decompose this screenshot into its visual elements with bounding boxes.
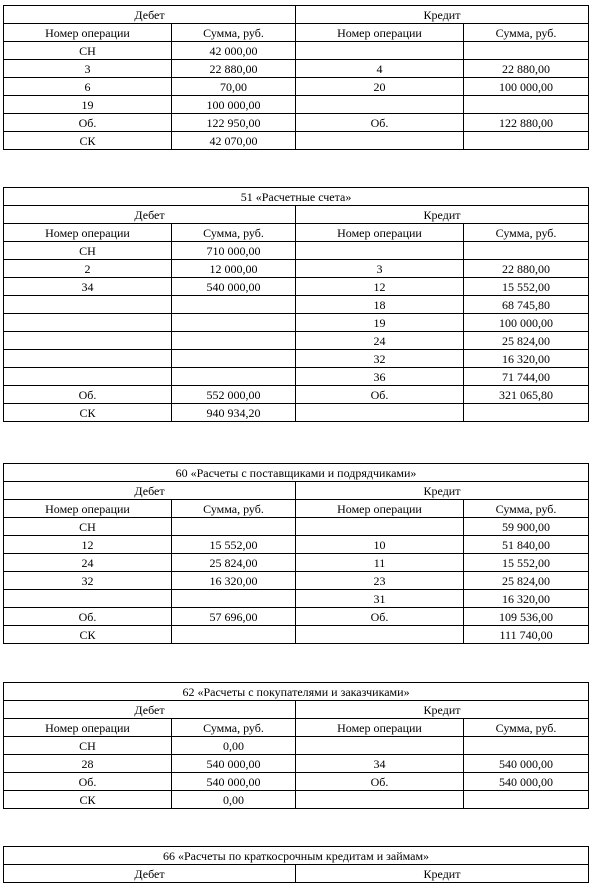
table-row	[4, 278, 589, 296]
credit-amount-cell	[464, 791, 589, 809]
debit-amount-cell: 25 824,00	[172, 554, 296, 572]
side-header-row	[4, 482, 589, 500]
table-row	[4, 737, 589, 755]
title-row	[4, 847, 589, 865]
credit-op-cell: 12	[296, 278, 464, 296]
credit-op-cell	[296, 737, 464, 755]
credit-op-cell	[296, 626, 464, 644]
credit-op-header: Номер операции	[296, 719, 464, 737]
debit-amount-cell: 0,00	[172, 737, 296, 755]
account-table-body	[4, 847, 589, 883]
side-header-row	[4, 206, 589, 224]
credit-op-cell	[296, 132, 464, 150]
table-row	[4, 314, 589, 332]
debit-amount-cell: 12 000,00	[172, 260, 296, 278]
debit-amount-header: Сумма, руб.	[172, 719, 296, 737]
credit-op-cell: 31	[296, 590, 464, 608]
debit-amount-header: Сумма, руб.	[172, 24, 296, 42]
credit-amount-cell: 100 000,00	[464, 314, 589, 332]
side-header-row	[4, 865, 589, 883]
debit-amount-cell: 0,00	[172, 791, 296, 809]
debit-header: Дебет	[4, 206, 296, 224]
credit-op-header: Номер операции	[296, 500, 464, 518]
debit-op-cell: СК	[4, 791, 172, 809]
credit-amount-cell: 59 900,00	[464, 518, 589, 536]
account-table-body	[4, 464, 589, 644]
credit-amount-cell: 16 320,00	[464, 590, 589, 608]
credit-op-cell	[296, 518, 464, 536]
title-row	[4, 683, 589, 701]
table-row	[4, 608, 589, 626]
table-row	[4, 296, 589, 314]
debit-op-header: Номер операции	[4, 500, 172, 518]
debit-op-cell: СК	[4, 626, 172, 644]
debit-amount-header: Сумма, руб.	[172, 500, 296, 518]
table-row	[4, 536, 589, 554]
credit-amount-cell: 25 824,00	[464, 572, 589, 590]
table-row	[4, 368, 589, 386]
debit-amount-cell: 710 000,00	[172, 242, 296, 260]
credit-amount-cell: 16 320,00	[464, 350, 589, 368]
table-row	[4, 260, 589, 278]
debit-amount-cell	[172, 590, 296, 608]
credit-amount-cell: 540 000,00	[464, 755, 589, 773]
debit-amount-cell: 42 000,00	[172, 42, 296, 60]
credit-amount-cell: 22 880,00	[464, 60, 589, 78]
table-row	[4, 332, 589, 350]
account-table-62	[3, 682, 589, 809]
debit-op-cell: СН	[4, 242, 172, 260]
debit-op-cell: 32	[4, 572, 172, 590]
credit-amount-cell: 15 552,00	[464, 278, 589, 296]
credit-op-cell: Об.	[296, 114, 464, 132]
debit-op-cell: СН	[4, 42, 172, 60]
debit-op-cell: 12	[4, 536, 172, 554]
table-row	[4, 404, 589, 422]
credit-amount-cell: 25 824,00	[464, 332, 589, 350]
debit-op-cell: СН	[4, 737, 172, 755]
debit-op-cell: СК	[4, 404, 172, 422]
account-table-60	[3, 463, 589, 644]
credit-amount-header: Сумма, руб.	[464, 500, 589, 518]
account-title: 62 «Расчеты с покупателями и заказчиками»	[4, 683, 589, 701]
credit-op-cell: 20	[296, 78, 464, 96]
debit-amount-cell: 16 320,00	[172, 572, 296, 590]
debit-op-cell	[4, 590, 172, 608]
debit-amount-cell	[172, 350, 296, 368]
debit-op-header: Номер операции	[4, 224, 172, 242]
table-row	[4, 96, 589, 114]
debit-op-cell: СК	[4, 132, 172, 150]
credit-op-cell: 32	[296, 350, 464, 368]
credit-op-cell: 23	[296, 572, 464, 590]
credit-op-cell: Об.	[296, 773, 464, 791]
debit-amount-cell: 100 000,00	[172, 96, 296, 114]
credit-op-cell	[296, 42, 464, 60]
debit-op-cell: Об.	[4, 114, 172, 132]
table-row	[4, 386, 589, 404]
debit-amount-cell	[172, 314, 296, 332]
debit-op-cell	[4, 296, 172, 314]
debit-op-cell: Об.	[4, 608, 172, 626]
debit-op-cell: 3	[4, 60, 172, 78]
credit-amount-cell: 22 880,00	[464, 260, 589, 278]
debit-amount-cell	[172, 518, 296, 536]
debit-op-cell	[4, 350, 172, 368]
debit-amount-cell	[172, 296, 296, 314]
debit-op-cell: Об.	[4, 773, 172, 791]
table-row	[4, 42, 589, 60]
debit-amount-cell	[172, 332, 296, 350]
side-header-row	[4, 701, 589, 719]
table-row	[4, 60, 589, 78]
debit-amount-cell: 540 000,00	[172, 755, 296, 773]
credit-amount-cell: 68 745,80	[464, 296, 589, 314]
credit-header: Кредит	[296, 482, 589, 500]
debit-op-cell	[4, 368, 172, 386]
credit-op-header: Номер операции	[296, 224, 464, 242]
account-title: 60 «Расчеты с поставщиками и подрядчиками»	[4, 464, 589, 482]
table-row	[4, 572, 589, 590]
debit-amount-cell: 940 934,20	[172, 404, 296, 422]
credit-amount-cell	[464, 96, 589, 114]
debit-amount-cell: 122 950,00	[172, 114, 296, 132]
credit-amount-cell: 109 536,00	[464, 608, 589, 626]
credit-op-cell: 34	[296, 755, 464, 773]
debit-amount-cell: 540 000,00	[172, 773, 296, 791]
debit-op-cell: СН	[4, 518, 172, 536]
debit-amount-cell: 22 880,00	[172, 60, 296, 78]
account-table-66	[3, 846, 589, 883]
credit-op-cell: 3	[296, 260, 464, 278]
table-row	[4, 114, 589, 132]
credit-op-cell	[296, 404, 464, 422]
credit-op-cell: 11	[296, 554, 464, 572]
credit-header: Кредит	[296, 206, 589, 224]
debit-op-cell	[4, 314, 172, 332]
credit-op-cell: 4	[296, 60, 464, 78]
title-row	[4, 464, 589, 482]
table-row	[4, 626, 589, 644]
credit-op-cell: 36	[296, 368, 464, 386]
column-header-row	[4, 719, 589, 737]
debit-amount-cell: 540 000,00	[172, 278, 296, 296]
column-header-row	[4, 224, 589, 242]
credit-op-cell: Об.	[296, 386, 464, 404]
credit-amount-header: Сумма, руб.	[464, 224, 589, 242]
account-table-51	[3, 187, 589, 422]
credit-amount-cell: 122 880,00	[464, 114, 589, 132]
credit-amount-cell	[464, 132, 589, 150]
credit-op-cell: 10	[296, 536, 464, 554]
debit-op-header: Номер операции	[4, 24, 172, 42]
credit-op-cell: Об.	[296, 608, 464, 626]
debit-header: Дебет	[4, 6, 296, 24]
debit-op-cell: 34	[4, 278, 172, 296]
table-row	[4, 590, 589, 608]
account-table-body	[4, 6, 589, 150]
column-header-row	[4, 500, 589, 518]
debit-header: Дебет	[4, 865, 296, 883]
credit-amount-cell: 15 552,00	[464, 554, 589, 572]
credit-amount-header: Сумма, руб.	[464, 24, 589, 42]
credit-amount-cell: 540 000,00	[464, 773, 589, 791]
credit-amount-cell	[464, 404, 589, 422]
debit-amount-cell: 57 696,00	[172, 608, 296, 626]
account-table-body	[4, 188, 589, 422]
credit-op-cell	[296, 242, 464, 260]
account-title: 51 «Расчетные счета»	[4, 188, 589, 206]
debit-op-header: Номер операции	[4, 719, 172, 737]
credit-amount-cell: 71 744,00	[464, 368, 589, 386]
debit-amount-cell	[172, 626, 296, 644]
table-row	[4, 554, 589, 572]
debit-amount-cell	[172, 368, 296, 386]
debit-amount-cell: 70,00	[172, 78, 296, 96]
credit-op-cell: 24	[296, 332, 464, 350]
table-row	[4, 242, 589, 260]
debit-op-cell: Об.	[4, 386, 172, 404]
table-row	[4, 78, 589, 96]
debit-amount-header: Сумма, руб.	[172, 224, 296, 242]
credit-op-cell	[296, 96, 464, 114]
debit-op-cell: 24	[4, 554, 172, 572]
debit-op-cell: 6	[4, 78, 172, 96]
debit-op-cell: 2	[4, 260, 172, 278]
credit-op-header: Номер операции	[296, 24, 464, 42]
credit-header: Кредит	[296, 701, 589, 719]
account-title: 66 «Расчеты по краткосрочным кредитам и займам»	[4, 847, 589, 865]
debit-op-cell: 19	[4, 96, 172, 114]
credit-amount-cell: 100 000,00	[464, 78, 589, 96]
credit-amount-cell: 321 065,80	[464, 386, 589, 404]
credit-amount-cell	[464, 737, 589, 755]
credit-header: Кредит	[296, 6, 589, 24]
debit-header: Дебет	[4, 701, 296, 719]
table-row	[4, 755, 589, 773]
debit-header: Дебет	[4, 482, 296, 500]
credit-amount-cell	[464, 42, 589, 60]
credit-op-cell: 19	[296, 314, 464, 332]
column-header-row	[4, 24, 589, 42]
table-row	[4, 350, 589, 368]
credit-amount-cell	[464, 242, 589, 260]
debit-op-cell: 28	[4, 755, 172, 773]
table-row	[4, 518, 589, 536]
debit-amount-cell: 15 552,00	[172, 536, 296, 554]
debit-op-cell	[4, 332, 172, 350]
table-row	[4, 791, 589, 809]
account-table-body	[4, 683, 589, 809]
debit-amount-cell: 42 070,00	[172, 132, 296, 150]
table-row	[4, 773, 589, 791]
credit-header: Кредит	[296, 865, 589, 883]
credit-op-cell	[296, 791, 464, 809]
credit-amount-cell: 51 840,00	[464, 536, 589, 554]
credit-amount-cell: 111 740,00	[464, 626, 589, 644]
debit-amount-cell: 552 000,00	[172, 386, 296, 404]
credit-op-cell: 18	[296, 296, 464, 314]
account-table-0	[3, 5, 589, 150]
title-row	[4, 188, 589, 206]
side-header-row	[4, 6, 589, 24]
table-row	[4, 132, 589, 150]
credit-amount-header: Сумма, руб.	[464, 719, 589, 737]
